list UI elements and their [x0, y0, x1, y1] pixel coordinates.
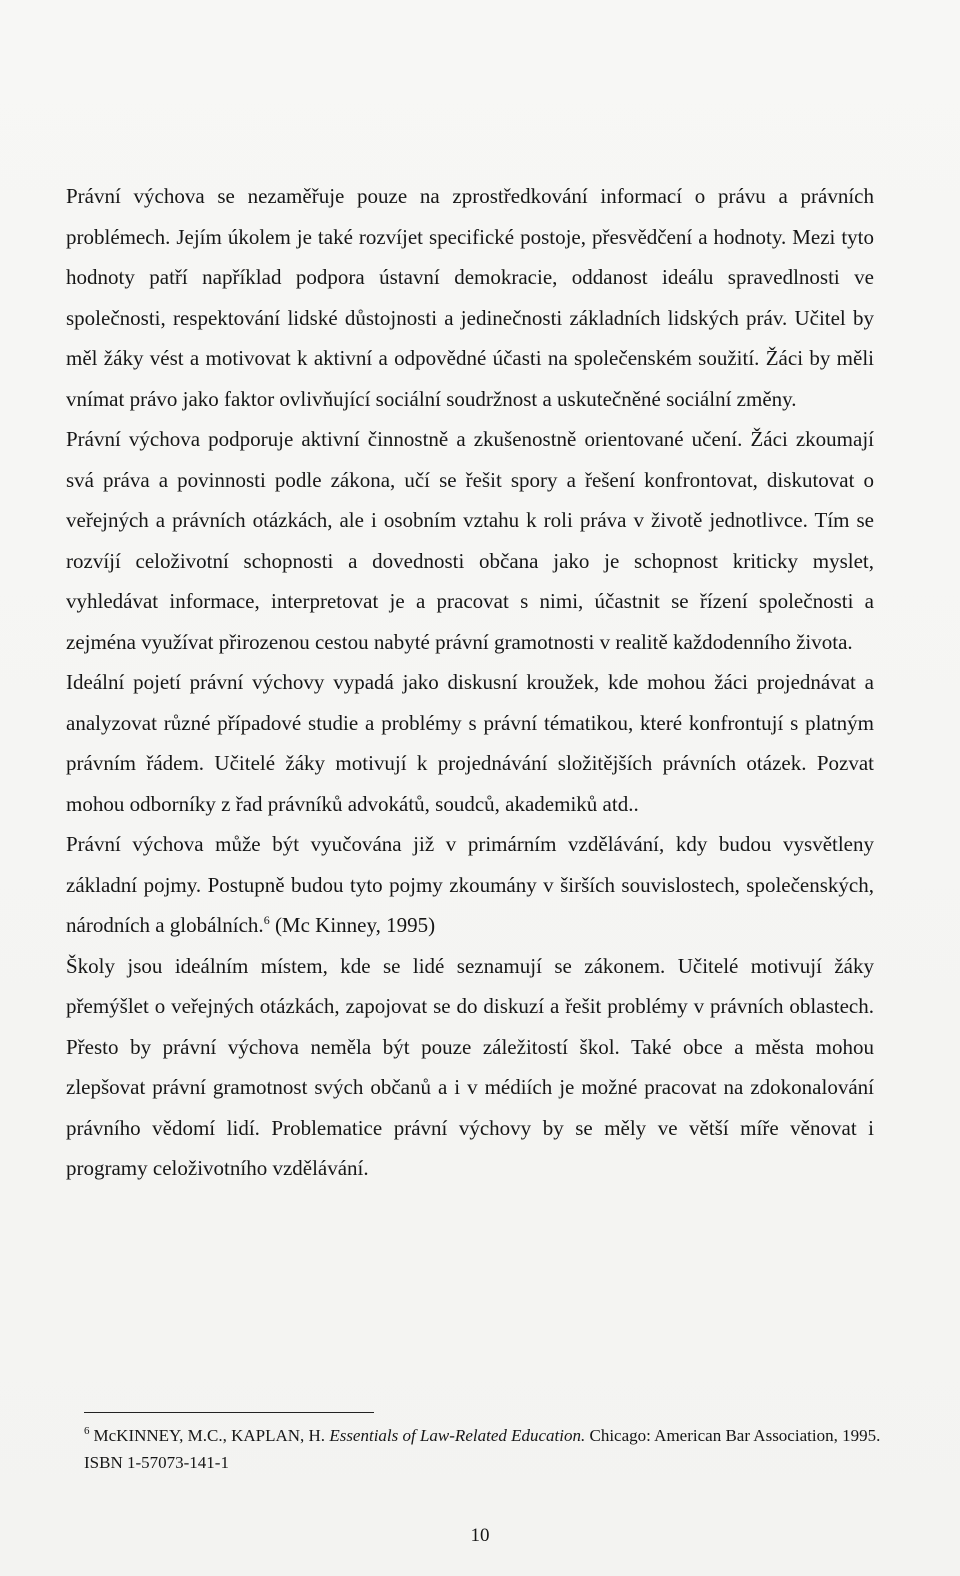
page-number: 10 — [470, 1525, 490, 1546]
paragraph-3: Ideální pojetí právní výchovy vypadá jako diskusní kroužek, kde mohou žáci projednávat a analyzovat různé případové studie a problémy s právní tématikou, které konfrontují s platným právním řádem. Učitelé žáky motivují k projednávání složitějších právních otázek. Pozvat mohou odborníky z řad právníků advokátů, soudců, akademiků atd.. — [66, 670, 874, 816]
footnote — [84, 1422, 890, 1476]
footnote-number: 6 — [84, 1425, 90, 1438]
paragraph-2: Právní výchova podporuje aktivní činnostně a zkušenostně orientované učení. Žáci zkoumají svá práva a povinnosti podle zákona, učí se řešit spory a řešení konfrontovat, diskutovat o veřejných a právních otázkách, ale i osobním vztahu k roli práva v životě jednotlivce. Tím se rozvíjí celoživotní schopnosti a dovednosti občana jako je schopnost kriticky myslet, vyhledávat informace, interpretovat je a pracovat s nimi, účastnit se řízení společnosti a zejména využívat přirozenou cestou nabyté právní gramotnosti v realitě každodenního života. — [66, 427, 874, 654]
footnote-divider — [84, 1412, 374, 1413]
footnote-publisher: Chicago: American Bar Association, 1995. ISBN 1-57073-141-1 — [84, 1426, 881, 1472]
paragraph-4-citation: (Mc Kinney, 1995) — [269, 913, 436, 937]
footnote-title: Essentials of Law-Related Education. — [329, 1426, 586, 1445]
footnote-authors: McKINNEY, M.C., KAPLAN, H. — [93, 1426, 330, 1445]
body-text — [66, 176, 874, 1189]
footnote-reference: 6 — [263, 913, 270, 927]
paragraph-4 — [66, 824, 874, 946]
paragraph-5: Školy jsou ideálním místem, kde se lidé seznamují se zákonem. Učitelé motivují žáky přemýšlet o veřejných otázkách, zapojovat se do diskuzí a řešit problémy v právních oblastech. Přesto by právní výchova neměla být pouze záležitostí škol. Také obce a města mohou zlepšovat právní gramotnost svých občanů a i v médiích je možné pracovat na zdokonalování právního vědomí lidí. Problematice právní výchovy by se měly ve větší míře věnovat i programy celoživotního vzdělávání. — [66, 953, 874, 1180]
paragraph-1: Právní výchova se nezaměřuje pouze na zprostředkování informací o právu a právních problémech. Jejím úkolem je také rozvíjet specifické postoje, přesvědčení a hodnoty. Mezi tyto hodnoty patří například podpora ústavní demokracie, oddanost ideálu spravedlnosti ve společnosti, respektování lidské důstojnosti a jedinečnosti základních lidských práv. Učitel by měl žáky vést a motivovat k aktivní a odpovědné účasti na společenském soužití. Žáci by měli vnímat právo jako faktor ovlivňující sociální soudržnost a uskutečněné sociální změny. — [66, 184, 874, 411]
paragraph-4-text: Právní výchova může být vyučována již v primárním vzdělávání, kdy budou vysvětleny základní pojmy. Postupně budou tyto pojmy zkoumány v širších souvislostech, společenských, národních a globálních. — [66, 832, 874, 937]
